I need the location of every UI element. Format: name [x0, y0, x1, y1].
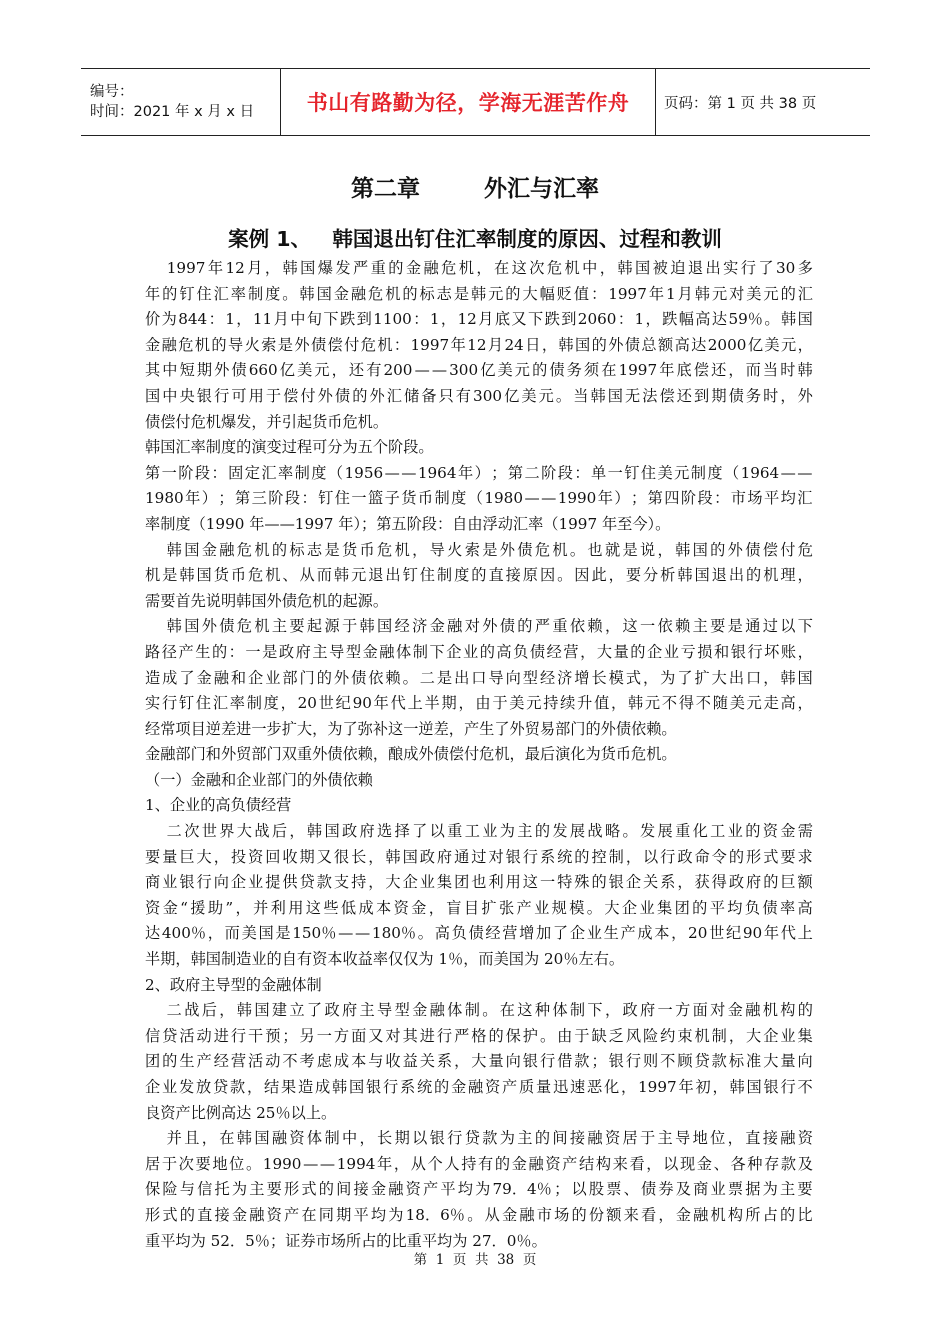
text-line: 韩国汇率制度的演变过程可分为五个阶段。	[145, 438, 434, 457]
chapter-title: 第二章 外汇与汇率	[350, 176, 600, 202]
text-line: 商 业 银 行 向 企 业 提 供 贷 款 支 持 ， 大 企 业 集 团 也 利 用 这 一 特 殊 的 银 企 关 系 ， 获 得 政 府 的 巨 额	[145, 873, 813, 892]
text-line: 保 险 与 信 托 为 主 要 形 式 的 间 接 金 融 资 产 平 均 为 79．4％ ； 以 股 票 、 债 券 及 商 业 票 据 为 主 要	[145, 1180, 813, 1199]
text-line: 年 的 钉 住 汇 率 制 度 。 韩 国 金 融 危 机 的 标 志 是 韩 元 的 大 幅 贬 值 ： 1997 年 1 月 韩 元 对 美 元 的 汇	[145, 284, 813, 303]
document-number-label: 编号：	[90, 84, 134, 100]
text-line: 达 400％ ， 而 美 国 是 150％ — — 180％ 。 高 负 债 经 营 增 加 了 企 业 生 产 成 本 ， 20 世 纪 90 年 代 上	[145, 924, 813, 943]
page-footer: 第 1 页 共 38 页	[413, 1252, 537, 1268]
text-line: 机 是 韩 国 货 币 危 机 、 从 而 韩 元 退 出 钉 住 制 度 的 直 接 原 因 。 因 此 ， 要 分 析 韩 国 退 出 的 机 理 ，	[145, 566, 813, 585]
body-text	[145, 256, 813, 1254]
text-line: 金 融 危 机 的 导 火 索 是 外 债 偿 付 危 机 ： 1997 年 12 月 24 日 ， 韩 国 的 外 债 总 额 高 达 2000 亿 美 元 ，	[145, 335, 813, 354]
text-line: 路 径 产 生 的 ： 一 是 政 府 主 导 型 金 融 体 制 下 企 业 的 高 负 债 经 营 ， 大 量 的 企 业 亏 损 和 银 行 坏 账 ，	[145, 642, 813, 661]
text-line: 1、企业的高负债经营	[145, 796, 292, 815]
text-line: 居 于 次 要 地 位 。 1990 — — 1994 年 ， 从 个 人 持 有 的 金 融 资 产 结 构 来 看 ， 以 现 金 、 各 种 存 款 及	[145, 1154, 813, 1173]
text-line: 半期，韩国制造业的自有资本收益率仅仅为 1％，而美国为 20％左右。	[145, 950, 625, 969]
text-line: 1980 年 ） ； 第 三 阶 段 ： 钉 住 一 篮 子 货 币 制 度 （ 1980 — — 1990 年 ） ； 第 四 阶 段 ： 市 场 平 均 汇	[145, 489, 813, 508]
text-line: 资 金 “ 援 助 ” ， 并 利 用 这 些 低 成 本 资 金 ， 盲 目 扩 张 产 业 规 模 。 大 企 业 集 团 的 平 均 负 债 率 高	[145, 898, 813, 917]
text-line: 二 战 后 ， 韩 国 建 立 了 政 府 主 导 型 金 融 体 制 。 在 这 种 体 制 下 ， 政 府 一 方 面 对 金 融 机 构 的	[166, 1001, 813, 1020]
text-line: 其 中 短 期 外 债 660 亿 美 元 ， 还 有 200 — — 300 亿 美 元 的 债 务 须 在 1997 年 底 偿 还 ， 而 当 时 韩	[145, 361, 813, 380]
case-title: 案例 1、 韩国退出钉住汇率制度的原因、过程和教训	[228, 227, 722, 251]
text-line: 韩 国 金 融 危 机 的 标 志 是 货 币 危 机 ， 导 火 索 是 外 债 危 机 。 也 就 是 说 ， 韩 国 的 外 债 偿 付 危	[166, 540, 813, 559]
header-table	[81, 68, 870, 136]
header-meta	[81, 69, 281, 135]
text-line: 要 量 巨 大 ， 投 资 回 收 期 又 很 长 ， 韩 国 政 府 通 过 对 银 行 系 统 的 控 制 ， 以 行 政 命 令 的 形 式 要 求	[145, 847, 813, 866]
text-line: 经常项目逆差进一步扩大，为了弥补这一逆差，产生了外贸易部门的外债依赖。	[145, 719, 677, 738]
text-line: （一）金融和企业部门的外债依赖	[145, 770, 373, 789]
text-line: 率制度（1990 年——1997 年）；第五阶段：自由浮动汇率（1997 年至今）。	[145, 514, 671, 533]
text-line: 金融部门和外贸部门双重外债依赖，酿成外债偿付危机，最后演化为货币危机。	[145, 745, 677, 764]
document-date-label: 时间：2021 年 x 月 x 日	[90, 104, 255, 120]
text-line: 债偿付危机爆发，并引起货币危机。	[145, 412, 388, 431]
text-line: 2、政府主导型的金融体制	[145, 975, 322, 994]
text-line: 需要首先说明韩国外债危机的起源。	[145, 591, 388, 610]
text-line: 重平均为 52．5％；证券市场所占的比重平均为 27．0％。	[145, 1231, 547, 1250]
text-line: 第 一 阶 段 ： 固 定 汇 率 制 度 （ 1956 — — 1964 年 ） ； 第 二 阶 段 ： 单 一 钉 住 美 元 制 度 （ 1964 — —	[145, 463, 813, 482]
text-line: 韩 国 外 债 危 机 主 要 起 源 于 韩 国 经 济 金 融 对 外 债 的 严 重 依 赖 ， 这 一 依 赖 主 要 是 通 过 以 下	[166, 617, 813, 636]
text-line: 国 中 央 银 行 可 用 于 偿 付 外 债 的 外 汇 储 备 只 有 300 亿 美 元 。 当 韩 国 无 法 偿 还 到 期 债 务 时 ， 外	[145, 386, 813, 405]
text-line: 价 为 844 ： 1 ， 11 月 中 旬 下 跌 到 1100 ： 1 ， 12 月 底 又 下 跌 到 2060 ： 1 ， 跌 幅 高 达 59％ 。 韩 国	[145, 310, 813, 329]
text-line: 实 行 钉 住 汇 率 制 度 ， 20 世 纪 90 年 代 上 半 期 ， 由 于 美 元 持 续 升 值 ， 韩 元 不 得 不 随 美 元 走 高 ，	[145, 694, 813, 713]
header-motto: 书山有路勤为径，学海无涯苦作舟	[281, 69, 656, 135]
text-line: 良资产比例高达 25％以上。	[145, 1103, 337, 1122]
text-line: 造 成 了 金 融 和 企 业 部 门 的 外 债 依 赖 。 二 是 出 口 导 向 型 经 济 增 长 模 式 ， 为 了 扩 大 出 口 ， 韩 国	[145, 668, 813, 687]
header-page-info: 页码：第 1 页 共 38 页	[664, 95, 817, 112]
text-line: 团 的 生 产 经 营 活 动 不 考 虑 成 本 与 收 益 关 系 ， 大 量 向 银 行 借 款 ； 银 行 则 不 顾 贷 款 标 准 大 量 向	[145, 1052, 813, 1071]
text-line: 企 业 发 放 贷 款 ， 结 果 造 成 韩 国 银 行 系 统 的 金 融 资 产 质 量 迅 速 恶 化 ， 1997 年 初 ， 韩 国 银 行 不	[145, 1078, 813, 1096]
text-line: 二 次 世 界 大 战 后 ， 韩 国 政 府 选 择 了 以 重 工 业 为 主 的 发 展 战 略 。 发 展 重 化 工 业 的 资 金 需	[166, 822, 813, 841]
text-line: 信 贷 活 动 进 行 干 预 ； 另 一 方 面 又 对 其 进 行 严 格 的 保 护 。 由 于 缺 乏 风 险 约 束 机 制 ， 大 企 业 集	[145, 1026, 813, 1045]
text-line: 形 式 的 直 接 金 融 资 产 在 同 期 平 均 为 18．6％ 。 从 金 融 市 场 的 份 额 来 看 ， 金 融 机 构 所 占 的 比	[145, 1205, 813, 1224]
text-line: 并 且 ， 在 韩 国 融 资 体 制 中 ， 长 期 以 银 行 贷 款 为 主 的 间 接 融 资 居 于 主 导 地 位 ， 直 接 融 资	[166, 1129, 813, 1148]
text-line: 1997 年 12 月 ， 韩 国 爆 发 严 重 的 金 融 危 机 ， 在 这 次 危 机 中 ， 韩 国 被 迫 退 出 实 行 了 30 多	[166, 259, 813, 277]
